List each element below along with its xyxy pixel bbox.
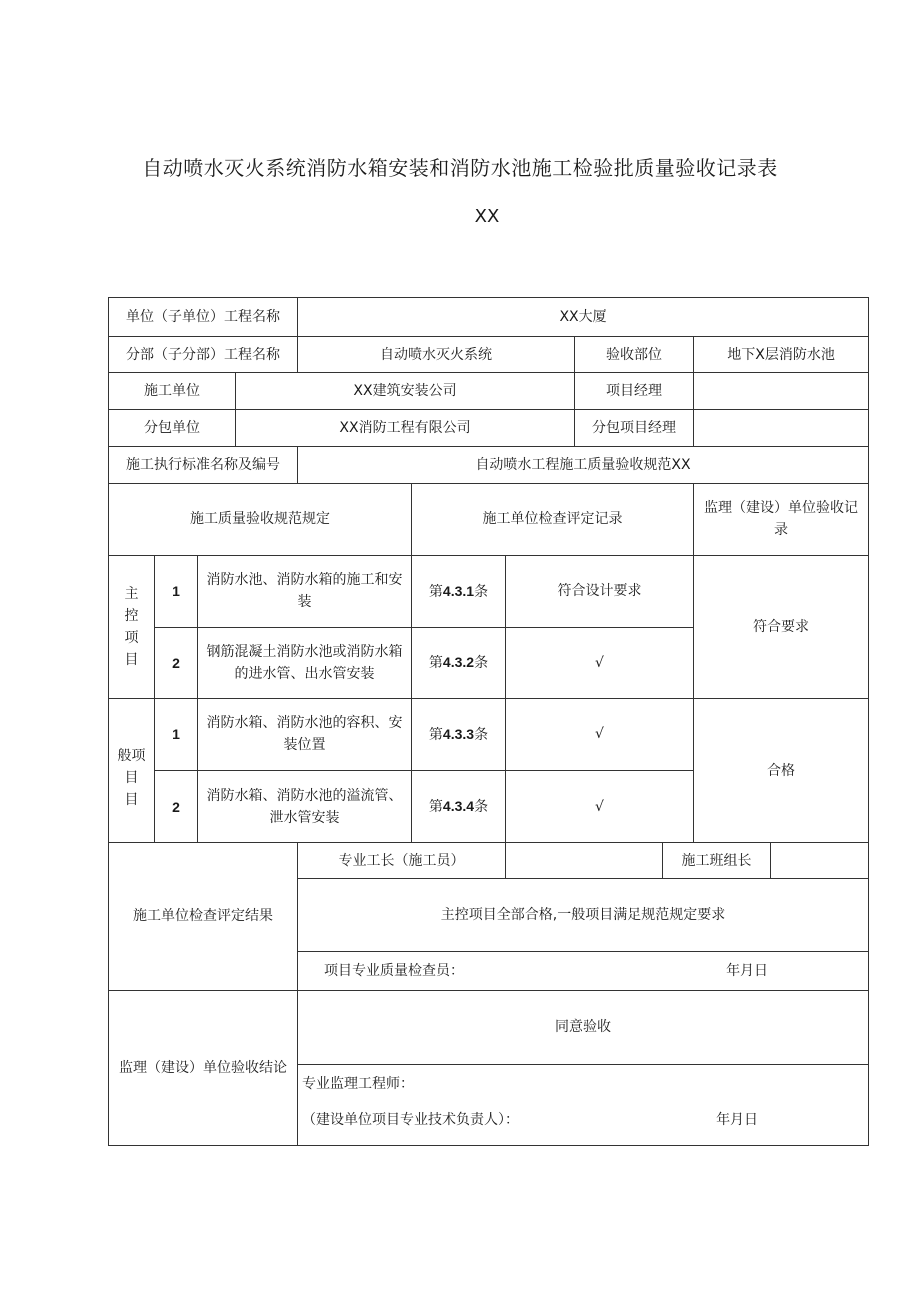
- supervisor-result-label: 监理（建设）单位验收结论: [109, 990, 298, 1146]
- standard-label: 施工执行标准名称及编号: [109, 447, 298, 484]
- contractor-record: √: [506, 771, 694, 843]
- main-items-supervisor-result: 符合要求: [694, 555, 869, 698]
- inspection-record-table: [108, 297, 869, 1146]
- project-name-label: 单位（子单位）工程名称: [109, 298, 298, 337]
- sub-project-manager-value: [694, 410, 869, 447]
- contractor-record: 符合设计要求: [506, 555, 694, 627]
- contractor-result-label: 施工单位检查评定结果: [109, 843, 298, 990]
- spec-column-header: 施工质量验收规范规定: [109, 484, 412, 555]
- item-number: 1: [155, 555, 198, 627]
- item-description: 消防水池、消防水箱的施工和安装: [198, 555, 412, 627]
- division-value: 自动喷水灭火系统: [298, 337, 575, 373]
- item-number: 2: [155, 627, 198, 698]
- item-number: 1: [155, 698, 198, 770]
- item-number: 2: [155, 771, 198, 843]
- project-name-value: XX大厦: [298, 298, 869, 337]
- contractor-record-column-header: 施工单位检查评定记录: [412, 484, 694, 555]
- contractor-value: XX建筑安装公司: [236, 373, 575, 410]
- acceptance-part-label: 验收部位: [575, 337, 694, 373]
- division-row: [109, 337, 869, 373]
- standard-row: [109, 447, 869, 484]
- column-header-row: [109, 484, 869, 555]
- subcontractor-row: [109, 410, 869, 447]
- table-row: [109, 698, 869, 770]
- contractor-record: √: [506, 698, 694, 770]
- clause-reference: 第4.3.1条: [412, 555, 506, 627]
- contractor-record: √: [506, 627, 694, 698]
- division-label: 分部（子分部）工程名称: [109, 337, 298, 373]
- inspector-signature-cell: [298, 952, 869, 990]
- main-items-group-label: 主控项目: [109, 555, 155, 698]
- supervisor-engineer-label: 专业监理工程师：: [302, 1075, 414, 1092]
- subcontractor-value: XX消防工程有限公司: [236, 410, 575, 447]
- item-description: 消防水箱、消防水池的溢流管、泄水管安装: [198, 771, 412, 843]
- clause-reference: 第4.3.3条: [412, 698, 506, 770]
- item-description: 钢筋混凝土消防水池或消防水箱的进水管、出水管安装: [198, 627, 412, 698]
- contractor-conclusion: 主控项目全部合格,一般项目满足规范规定要求: [298, 879, 869, 952]
- inspector-date: 年月日: [726, 962, 769, 979]
- clause-reference: 第4.3.2条: [412, 627, 506, 698]
- supervisor-signature-cell: [298, 1064, 869, 1145]
- standard-value: 自动喷水工程施工质量验收规范XX: [298, 447, 869, 484]
- project-name-row: [109, 298, 869, 337]
- supervisor-conclusion-row: [109, 990, 869, 1064]
- supervisor-conclusion: 同意验收: [298, 990, 869, 1064]
- item-description: 消防水箱、消防水池的容积、安装位置: [198, 698, 412, 770]
- team-leader-label: 施工班组长: [663, 843, 771, 879]
- clause-reference: 第4.3.4条: [412, 771, 506, 843]
- owner-representative-label: （建设单位项目专业技术负责人）：: [302, 1111, 519, 1128]
- sub-project-manager-label: 分包项目经理: [575, 410, 694, 447]
- foreman-label: 专业工长（施工员）: [298, 843, 506, 879]
- table-row: [109, 555, 869, 627]
- project-manager-value: [694, 373, 869, 410]
- acceptance-part-value: 地下X层消防水池: [694, 337, 869, 373]
- inspector-label: 项目专业质量检查员：: [324, 962, 464, 979]
- document-subtitle: XX: [474, 206, 500, 227]
- general-items-group-label: 般项目 目: [109, 698, 155, 842]
- document-title: 自动喷水灭火系统消防水箱安装和消防水池施工检验批质量验收记录表: [142, 156, 778, 180]
- foreman-value: [506, 843, 663, 879]
- project-manager-label: 项目经理: [575, 373, 694, 410]
- supervisor-date: 年月日: [716, 1111, 759, 1128]
- subcontractor-label: 分包单位: [109, 410, 236, 447]
- contractor-label: 施工单位: [109, 373, 236, 410]
- foreman-row: [109, 843, 869, 879]
- general-items-supervisor-result: 合格: [694, 698, 869, 842]
- contractor-row: [109, 373, 869, 410]
- team-leader-value: [771, 843, 869, 879]
- supervisor-record-column-header: 监理（建设）单位验收记录: [694, 484, 869, 555]
